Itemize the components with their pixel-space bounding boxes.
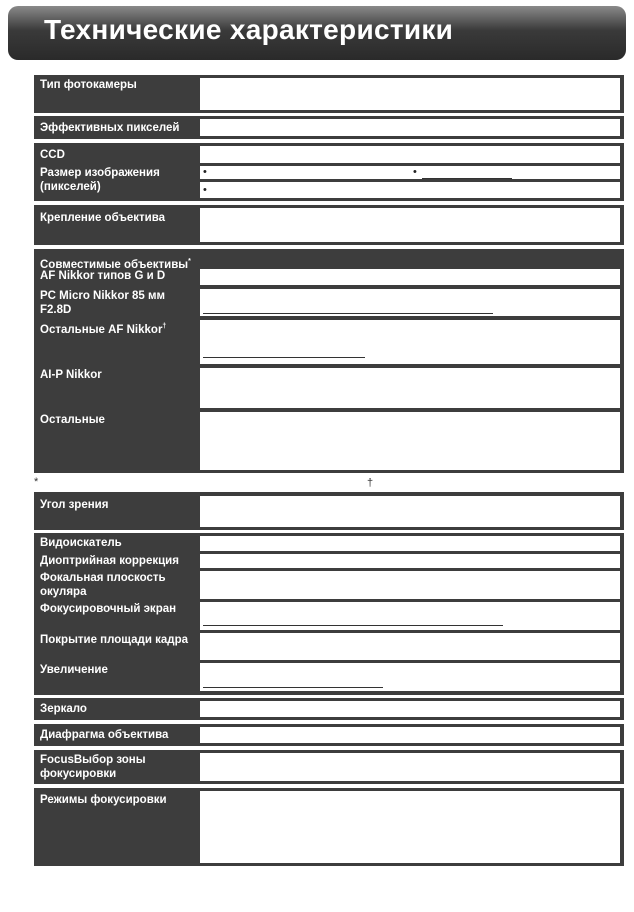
label-other-af: Остальные AF Nikkor† [40, 323, 167, 336]
value-focusing-screen [200, 602, 620, 630]
section-aperture [34, 724, 624, 746]
label-aperture: Диафрагма объектива [40, 729, 169, 741]
value-mirror [200, 701, 620, 717]
value-effective-pixels [200, 119, 620, 136]
value-viewfinder [200, 536, 620, 551]
value-focus-area [200, 753, 620, 781]
value-magnification [200, 663, 620, 691]
section-viewfinder [34, 533, 624, 695]
underline [203, 687, 383, 688]
label-frame-coverage: Покрытие площади кадра [40, 634, 188, 646]
section-effective-pixels [34, 116, 624, 139]
underline [422, 178, 512, 179]
value-other-af [200, 320, 620, 364]
section-angle [34, 492, 624, 530]
value-af-g-d [200, 269, 620, 285]
value-focus-modes [200, 791, 620, 863]
section-ccd [34, 143, 624, 201]
value-ccd [200, 146, 620, 163]
label-aip: AI-P Nikkor [40, 369, 102, 381]
value-others [200, 412, 620, 470]
underline [203, 313, 493, 314]
label-eyepoint: Фокальная плоскость окуляра [40, 572, 166, 598]
label-lens-mount: Крепление объектива [40, 212, 166, 224]
section-lens-mount [34, 205, 624, 245]
label-focus-area: FocusВыбор зоны фокусировки [40, 754, 146, 780]
label-focusing-screen: Фокусировочный экран [40, 603, 177, 615]
value-aip [200, 368, 620, 408]
label-others: Остальные [40, 414, 105, 426]
label-effective-pixels: Эффективных пикселей [40, 122, 180, 134]
footnote-dagger: † [367, 477, 374, 489]
label-angle: Угол зрения [40, 499, 109, 511]
label-diopter: Диоптрийная коррекция [40, 555, 179, 567]
value-lens-mount [200, 208, 620, 242]
label-viewfinder: Видоискатель [40, 537, 122, 549]
value-angle [200, 496, 620, 527]
bullet: • [203, 166, 207, 178]
label-image-size: Размер изображения (пикселей) [40, 167, 160, 193]
label-af-g-d: AF Nikkor типов G и D [40, 270, 166, 282]
value-aperture [200, 727, 620, 743]
underline [203, 625, 503, 626]
title-bar [8, 6, 626, 60]
section-focus-area [34, 750, 624, 784]
value-eyepoint [200, 571, 620, 599]
label-compatible-lenses: Совместимые объективы* [40, 258, 191, 271]
section-compatible-lenses [34, 249, 624, 473]
label-magnification: Увеличение [40, 664, 108, 676]
bullet: • [203, 184, 207, 196]
value-pc-micro [200, 289, 620, 316]
value-frame-coverage [200, 633, 620, 660]
label-ccd: CCD [40, 149, 65, 161]
page-title: Технические характеристики [44, 14, 454, 45]
label-pc-micro: PC Micro Nikkor 85 мм F2.8D [40, 290, 166, 316]
label-mirror: Зеркало [40, 703, 87, 715]
label-focus-modes: Режимы фокусировки [40, 794, 167, 806]
label-camera-type: Тип фотокамеры [40, 79, 137, 91]
value-diopter [200, 554, 620, 568]
value-image-size-2 [200, 182, 620, 198]
section-mirror [34, 698, 624, 720]
value-image-size-1 [200, 166, 620, 179]
footnote-asterisk: * [34, 476, 39, 488]
value-camera-type [200, 78, 620, 110]
section-camera-type [34, 75, 624, 113]
underline [203, 357, 365, 358]
section-focus-modes [34, 788, 624, 866]
bullet: • [413, 166, 417, 178]
